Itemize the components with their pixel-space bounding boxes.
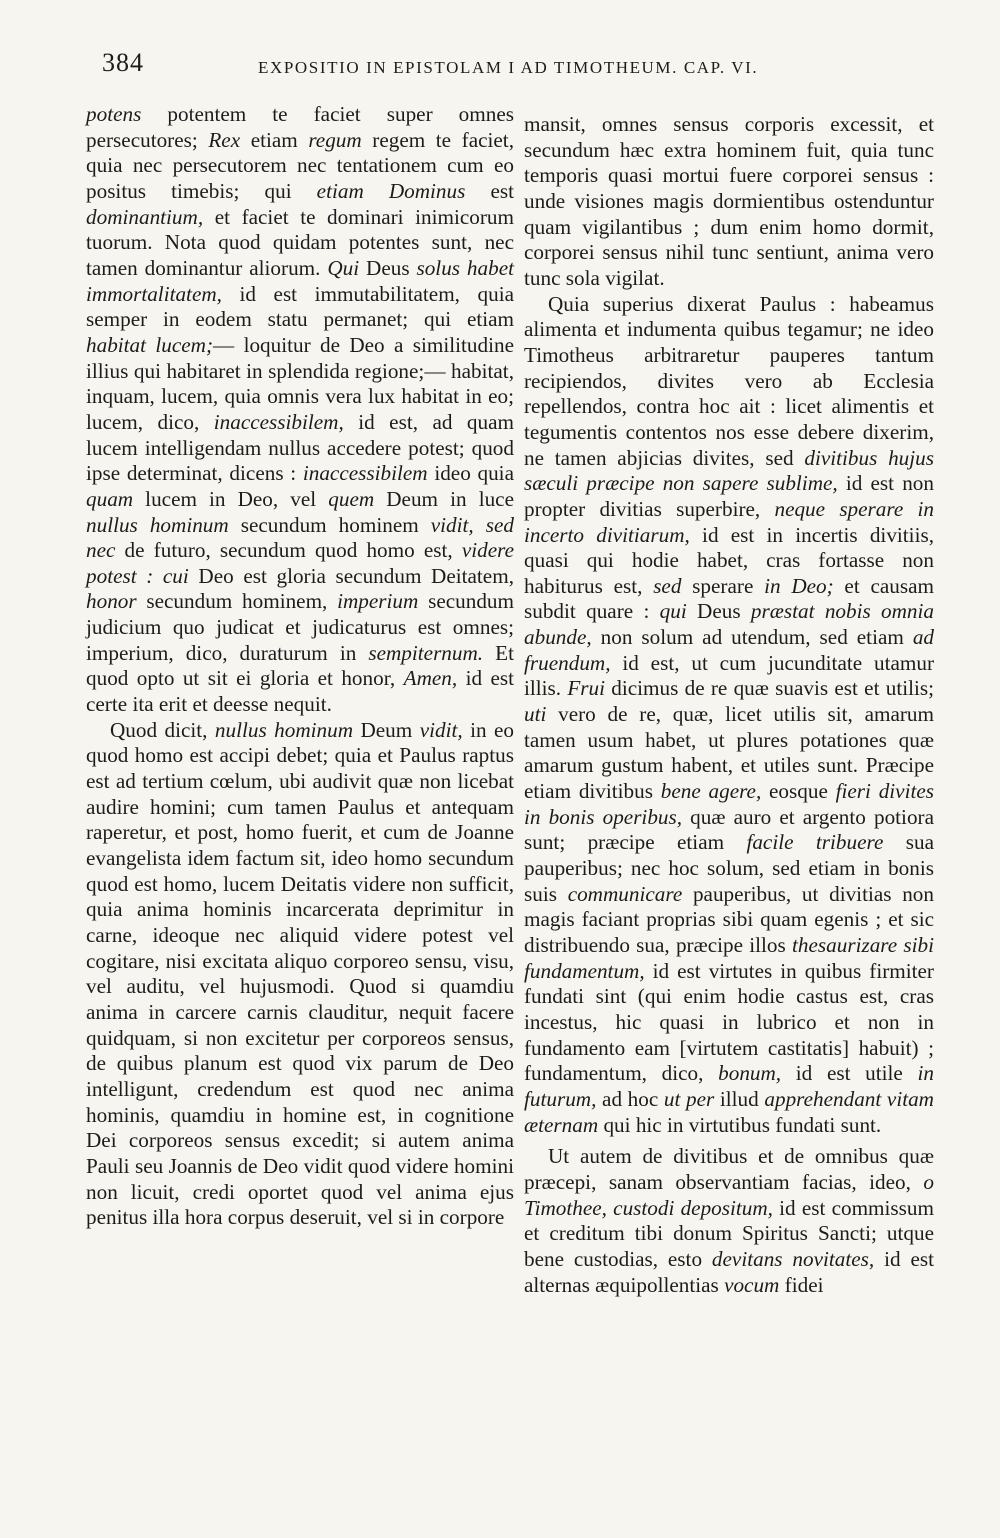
text-run: etiam — [240, 127, 309, 152]
text-run: in eo quod homo est accipi debet; quia et Paulus raptus est ad tertium cœlum, ubi audivit quæ non licebat audire homini; cum tamen Paulus et antequam raperetur, et post, homo fuerit, et cum de Joanne evangelista idem factum sit, ideo homo secundum quod est homo, lucem Deitatis videre non sufficit, quia anima hominis incarcerata deprimitur in carne, ideoque nec aliquid videre potest vel cogitare, nisi excitata aliquo corporeo sensu, visu, vel auditu, vel hujusmodi. Quod si quamdiu anima in carcere carnis clauditur, nequit facere quidquam, si non excitetur per corporeos sensus, de quibus planum est quod vix parum de Deo intelligunt, credendum est quod nec anima hominis, quamdiu in homine est, in cognitione Dei corporeos sensus excedit; si autem anima Pauli seu Joannis de Deo vidit quod videre homini non licuit, credi oportet quod vel anima ejus penitus illa hora corpus deseruit, vel si in corpore — [86, 717, 515, 1230]
text-run: ad hoc — [596, 1086, 664, 1111]
text-run: Deus — [686, 599, 751, 624]
text-run: est — [465, 178, 514, 203]
text-run: id est commissum et creditum tibi donum Spiritus Sancti; utque bene custodias, esto — [524, 1195, 934, 1271]
italic-text-run: facile tribuere — [746, 830, 884, 855]
text-run: ideo quia — [427, 461, 514, 486]
text-run: et causam subdit quare : — [524, 573, 935, 624]
text-run: id est alternas æquipollentias — [524, 1246, 934, 1297]
italic-text-run: etiam Dominus — [316, 178, 466, 203]
italic-text-run: videre potest : cui — [86, 538, 514, 588]
text-run: mansit, omnes sensus corporis excessit, et secundum hæc extra hominem fuit, quia tunc temporis quasi mortui fuere corporei sensus : unde visiones magis dormientibus ostenduntur quam vigilantibus ; dum enim homo dormit, corporei sensus nihil tunc sentiunt, anima vero tunc sola vigilat. — [524, 112, 934, 290]
right-column — [524, 112, 934, 1298]
text-run: pauperibus, ut divitias non magis faciant proprias sibi quam egenis ; et sic distribuendo sua, præcipe illos — [524, 881, 934, 957]
text-run: secundum hominem, — [136, 589, 338, 614]
italic-text-run: nullus hominum — [86, 512, 229, 537]
text-run: Deus — [359, 255, 417, 280]
italic-text-run: Qui — [327, 255, 360, 280]
italic-text-run: sed — [653, 573, 682, 598]
paragraph — [86, 102, 514, 718]
italic-text-run: habitat lucem; — [86, 332, 214, 357]
text-run: id est, ad quam lucem intelligendam nullus accedere potest; quod ipse determinat, dicens : — [86, 409, 514, 486]
italic-text-run: inaccessibilem — [302, 461, 428, 486]
text-run: qui hic in virtutibus fundati sunt. — [598, 1112, 882, 1137]
paragraph — [524, 1144, 934, 1298]
italic-text-run: bonum, — [718, 1061, 782, 1086]
italic-text-run: apprehendant vitam æternam — [524, 1086, 934, 1137]
text-run: illud — [714, 1086, 765, 1111]
italic-text-run: honor — [86, 589, 137, 614]
text-run: Deum — [353, 717, 420, 742]
text-run: de futuro, secundum quod homo est, — [115, 538, 462, 563]
paragraph — [524, 112, 934, 292]
text-run: — loquitur de Deo a similitudine illius qui habitaret in splendida regione;— habitat, inquam, lucem, quia omnis vera lux habitat in eo; lucem, dico, — [86, 332, 514, 434]
paragraph — [524, 292, 934, 1139]
italic-text-run: quem — [328, 486, 375, 511]
running-head: EXPOSITIO IN EPISTOLAM I AD TIMOTHEUM. CAP. VI. — [258, 58, 759, 77]
text-run: lucem in Deo, vel — [133, 486, 329, 511]
italic-text-run: vocum — [724, 1272, 780, 1297]
page-header — [102, 48, 942, 88]
text-run: et faciet te dominari inimicorum tuorum. Nota quod quidam potentes sunt, nec tamen dominantur aliorum. — [86, 204, 514, 280]
page-number: 384 — [102, 48, 144, 77]
text-run: id est in incertis divitiis, quasi qui hodie habet, cras fortasse non habiturus est, — [524, 522, 934, 598]
italic-text-run: bene agere, — [660, 779, 762, 804]
italic-text-run: inaccessibilem, — [213, 409, 344, 434]
text-run: quæ auro et argento potiora sunt; præcipe etiam — [524, 804, 934, 855]
italic-text-run: imperium — [337, 589, 419, 614]
text-run: Et quod opto ut sit ei gloria et honor, — [86, 640, 514, 691]
text-run: id est certe ita erit et deesse nequit. — [86, 666, 514, 717]
italic-text-run: vidit, sed nec — [86, 512, 514, 563]
text-run: Quod dicit, — [110, 717, 215, 742]
italic-text-run: Amen, — [403, 666, 458, 691]
text-run: id est, ut cum jucunditate utamur illis. — [524, 650, 934, 701]
italic-text-run: præstat nobis omnia abunde, — [524, 599, 935, 650]
paragraph — [86, 718, 514, 1231]
italic-text-run: regum — [308, 127, 362, 152]
text-run: secundum hominem — [228, 512, 431, 537]
text-run: Deum in luce — [374, 486, 514, 511]
italic-text-run: vidit, — [419, 717, 463, 742]
italic-text-run: Rex — [208, 127, 241, 152]
italic-text-run: uti — [524, 702, 547, 727]
italic-text-run: Frui — [567, 676, 606, 701]
italic-text-run: sempiternum. — [368, 640, 484, 665]
italic-text-run: divitibus hujus sæculi præcipe non sapere sublime, — [524, 445, 934, 496]
italic-text-run: solus habet immortalitatem, — [86, 255, 515, 306]
italic-text-run: dominantium, — [86, 204, 204, 229]
text-run: eosque — [761, 779, 836, 804]
text-run: Quia superius dixerat Paulus : habeamus alimenta et indumenta quibus tegamur; ne ideo Timotheus arbitraretur pauperes tantum recipiendos, divites vero ab Ecclesia repellendos, contra hoc ait : licet alimentis et tegumentis contentos nos esse debere dixerim, ne tamen abjicias divites, sed — [524, 291, 934, 470]
italic-text-run: devitans novitates, — [711, 1246, 875, 1271]
text-run: secundum judicium quo judicat et judicaturus est omnes; imperium, dico, duraturum in — [86, 589, 514, 665]
italic-text-run: ad fruendum, — [524, 625, 934, 675]
italic-text-run: quam — [86, 486, 134, 511]
italic-text-run: o Timothee, custodi depositum, — [524, 1169, 934, 1220]
italic-text-run: fieri divites in bonis operibus, — [524, 779, 934, 829]
text-run: id est non propter divitias superbire, — [524, 471, 934, 521]
italic-text-run: communicare — [567, 881, 683, 906]
left-column — [86, 102, 514, 1231]
text-run: non solum ad utendum, sed etiam — [591, 625, 913, 650]
text-run: id est virtutes in quibus firmiter fundati sint (qui enim hodie castus est, cras incestus, hic quasi in lubrico et non in fundamento eam [virtutem castitatis] habuit) ; fundamentum, dico, — [524, 958, 934, 1086]
italic-text-run: ut per — [663, 1086, 715, 1111]
text-run: Ut autem de divitibus et de omnibus quæ præcepi, sanam observantiam facias, ideo, — [524, 1144, 934, 1194]
text-run: sperare — [681, 573, 765, 598]
text-run: fidei — [779, 1272, 824, 1297]
italic-text-run: thesaurizare sibi fundamentum, — [524, 933, 935, 983]
italic-text-run: in futurum, — [524, 1061, 934, 1111]
italic-text-run: nullus hominum — [214, 717, 354, 742]
text-run: vero de re, quæ, licet utilis sit, amarum tamen usum habet, ut plures potationes quæ amarum gustum habent, et utiles sunt. Præcipe etiam divitibus — [524, 702, 934, 804]
text-run: id est utile — [781, 1061, 918, 1086]
text-run: Deo est gloria secundum Deitatem, — [188, 563, 514, 588]
text-run: regem te faciet, quia nec persecutorem nec tentationem cum eo positus timebis; qui — [86, 127, 514, 203]
italic-text-run: in Deo; — [764, 573, 834, 598]
text-run: dicimus de re quæ suavis est et utilis; — [605, 676, 934, 701]
italic-text-run: neque sperare in incerto divitiarum, — [524, 496, 934, 547]
text-run: sua pauperibus; nec hoc solum, sed etiam in bonis suis — [524, 830, 934, 906]
text-run: potentem te faciet super omnes persecutores; — [86, 102, 514, 152]
text-run: id est immutabilitatem, quia semper in eodem statu permanet; qui etiam — [86, 281, 514, 332]
italic-text-run: potens — [86, 102, 142, 126]
italic-text-run: qui — [659, 599, 687, 624]
